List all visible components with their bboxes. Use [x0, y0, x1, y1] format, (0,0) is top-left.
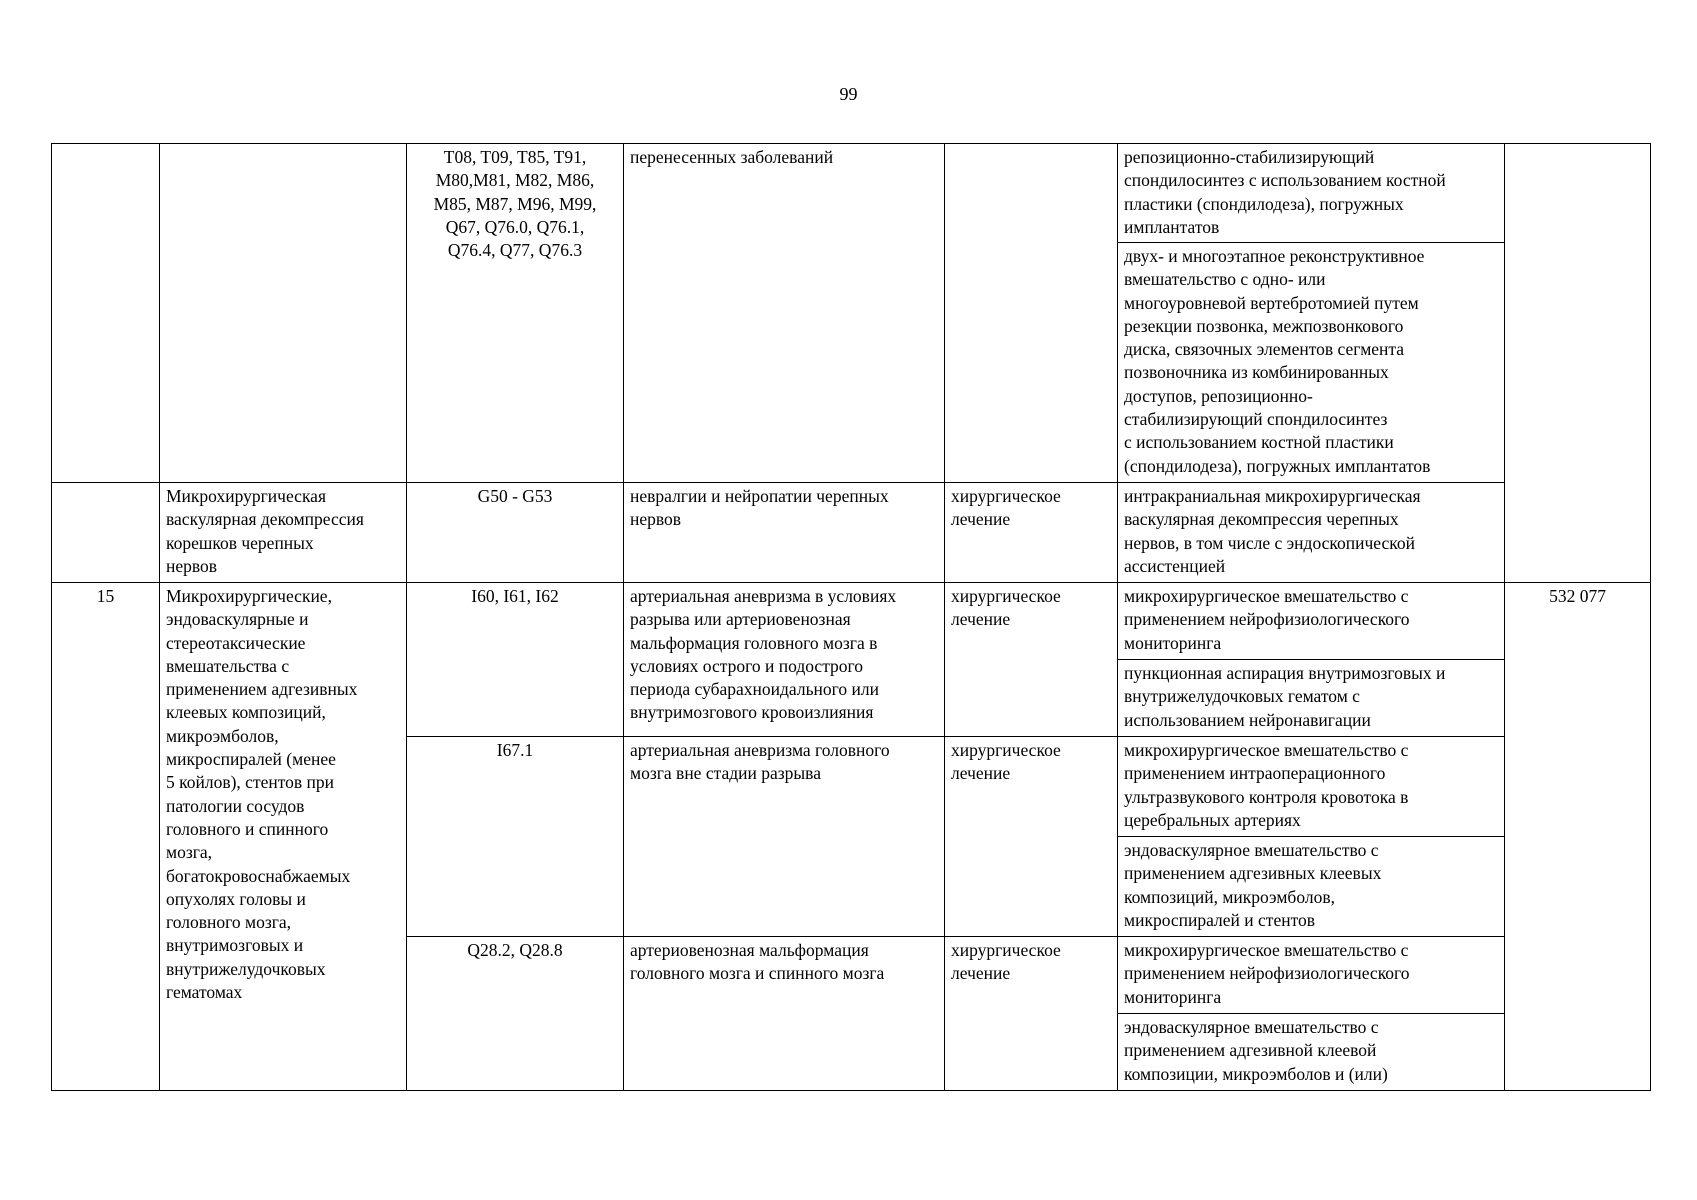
- icd-codes-cell: T08, T09, T85, T91, M80,M81, M82, M86, M85, M87, M96, M99, Q67, Q76.0, Q76.1, Q76.4, Q77, Q76.3: [407, 144, 624, 483]
- method-cell: микрохирургическое вмешательство с применением нейрофизиологического мониторинга: [1118, 583, 1505, 660]
- method-cell: интракраниальная микрохирургическая васкулярная декомпрессия черепных нервов, в том числе с эндоскопической ассистенцией: [1118, 483, 1505, 583]
- method-cell: микрохирургическое вмешательство с применением нейрофизиологического мониторинга: [1118, 937, 1505, 1014]
- table-row: [52, 583, 1651, 660]
- cost-cell: 532 077: [1505, 583, 1651, 1091]
- diagnosis-cell: невралгии и нейропатии черепных нервов: [624, 483, 945, 583]
- treatment-type-cell: хирургическое лечение: [945, 737, 1118, 937]
- intervention-name-cell: Микрохирургические, эндоваскулярные и стереотаксические вмешательства с применением адгезивных клеевых композиций, микроэмболов, микроспиралей (менее 5 койлов), стентов при патологии сосудов головного и спинного мозга, богатокровоснабжаемых опухолях головы и головного мозга, внутримозговых и внутрижелудочковых гематомах: [160, 583, 407, 1091]
- method-cell: пункционная аспирация внутримозговых и внутрижелудочковых гематом с использованием нейронавигации: [1118, 660, 1505, 737]
- icd-codes-cell: G50 - G53: [407, 483, 624, 583]
- page-number: 99: [839, 84, 858, 104]
- diagnosis-cell: артериальная аневризма головного мозга вне стадии разрыва: [624, 737, 945, 937]
- table-row: [52, 144, 1651, 243]
- cost-cell-empty: [1505, 144, 1651, 583]
- method-cell: двух- и многоэтапное реконструктивное вмешательство с одно- или многоуровневой вертебротомией путем резекции позвонка, межпозвонкового диска, связочных элементов сегмента позвоночника из комбинированных доступов, репозиционно- стабилизирующий спондилосинтез с использованием костной пластики (спондилодеза), погружных имплантатов: [1118, 243, 1505, 483]
- method-cell: эндоваскулярное вмешательство с применением адгезивных клеевых композиций, микроэмболов, микроспиралей и стентов: [1118, 837, 1505, 937]
- treatment-type-cell: хирургическое лечение: [945, 483, 1118, 583]
- medical-care-table: [51, 143, 1651, 1091]
- icd-codes-cell: I67.1: [407, 737, 624, 937]
- intervention-name-cell: Микрохирургическая васкулярная декомпрессия корешков черепных нервов: [160, 483, 407, 583]
- diagnosis-cell: артериовенозная мальформация головного мозга и спинного мозга: [624, 937, 945, 1091]
- table-row: [52, 483, 1651, 583]
- treatment-type-cell: хирургическое лечение: [945, 937, 1118, 1091]
- diagnosis-cell: перенесенных заболеваний: [624, 144, 945, 483]
- method-cell: эндоваскулярное вмешательство с применением адгезивной клеевой композиции, микроэмболов и (или): [1118, 1014, 1505, 1091]
- treatment-type-cell: хирургическое лечение: [945, 583, 1118, 737]
- group-number-cell-empty: [52, 483, 160, 583]
- method-cell: репозиционно-стабилизирующий спондилосинтез с использованием костной пластики (спондилодеза), погружных имплантатов: [1118, 144, 1505, 243]
- icd-codes-cell: I60, I61, I62: [407, 583, 624, 737]
- treatment-cell-empty: [945, 144, 1118, 483]
- diagnosis-cell: артериальная аневризма в условиях разрыва или артериовенозная мальформация головного мозга в условиях острого и подострого периода субарахноидального или внутримозгового кровоизлияния: [624, 583, 945, 737]
- group-number-cell-empty: [52, 144, 160, 483]
- group-name-cell-empty: [160, 144, 407, 483]
- method-cell: микрохирургическое вмешательство с применением интраоперационного ультразвукового контроля кровотока в церебральных артериях: [1118, 737, 1505, 837]
- icd-codes-cell: Q28.2, Q28.8: [407, 937, 624, 1091]
- group-number-cell: 15: [52, 583, 160, 1091]
